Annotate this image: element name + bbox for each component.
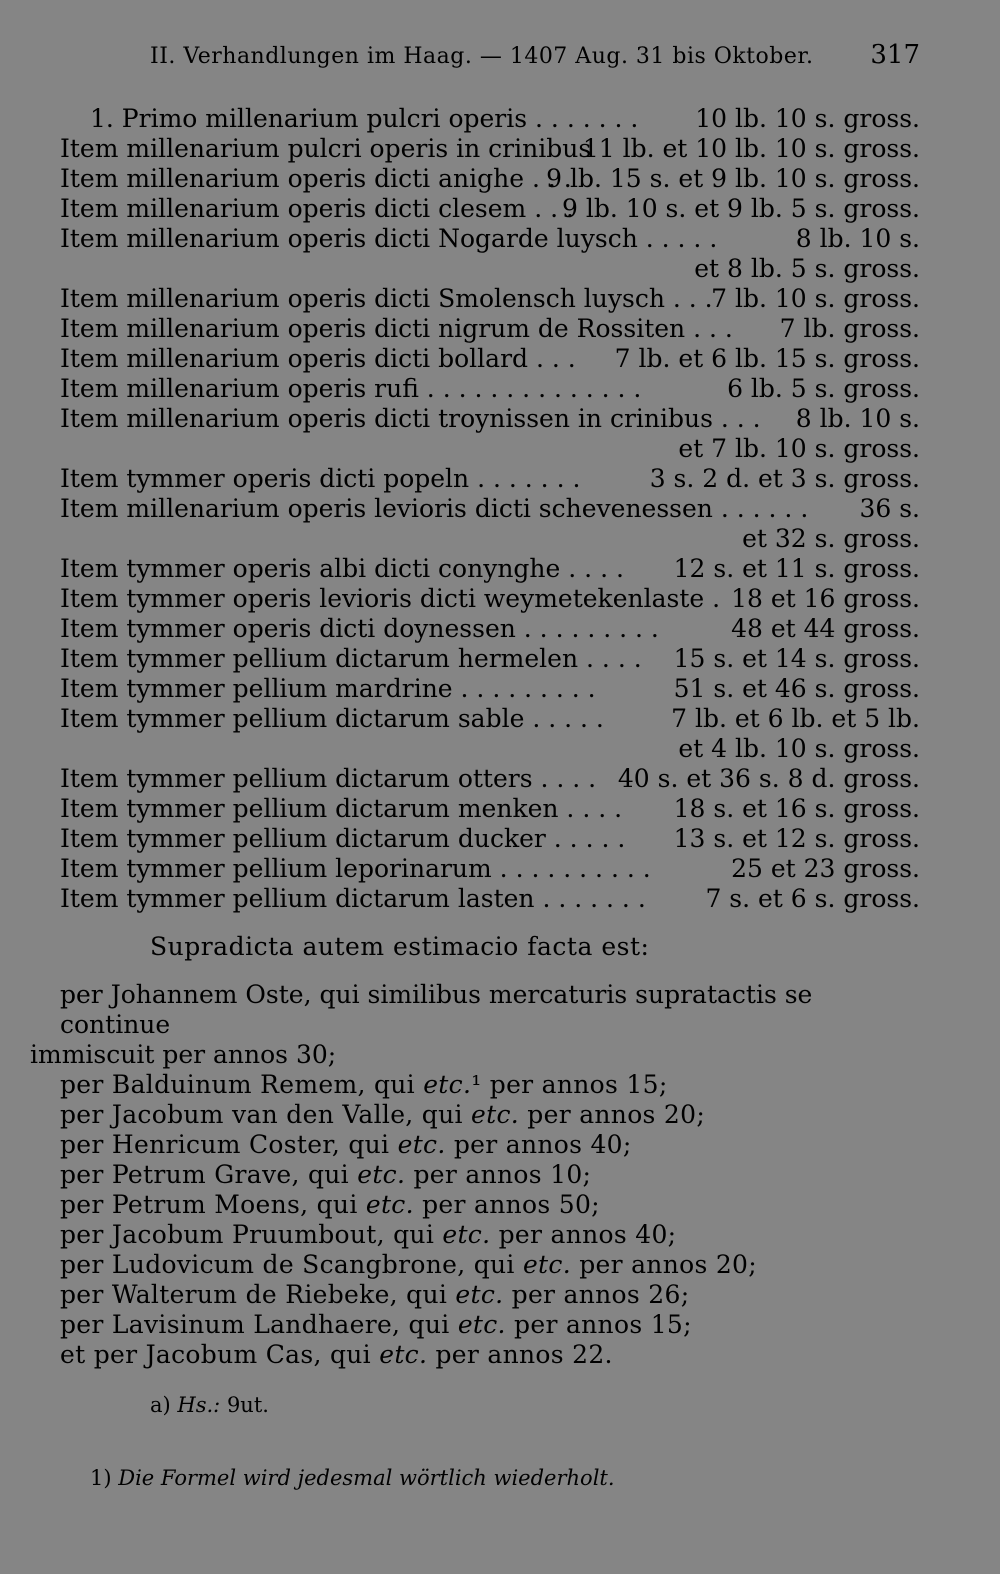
entry-description: Item tymmer pellium dictarum hermelen . . . . [60,644,642,673]
entry-description: Item millenarium operis dicti Nogarde luysch . . . . . [60,224,718,253]
witness-etc: etc. [442,1220,491,1249]
entry-description: Item millenarium pulcri operis in crinibus [60,134,592,163]
witness-name: per Lavisinum Landhaere, qui [60,1310,458,1339]
witness-name: per Jacobum Pruumbout, qui [60,1220,443,1249]
entry-value-continued: et 7 lb. 10 s. gross. [678,434,920,463]
entry-value: 7 s. et 6 s. gross. [705,884,920,913]
entry-value: 18 s. et 16 s. gross. [673,794,920,823]
price-entry [60,824,920,854]
witness-line [30,1280,920,1310]
price-entry [60,614,920,644]
witness-etc: etc. [455,1280,504,1309]
entry-value: 51 s. et 46 s. gross. [673,674,920,703]
entry-description: Item millenarium operis dicti troynissen in crinibus . . . [60,404,761,433]
entry-description: Item tymmer pellium mardrine . . . . . . . . . [60,674,596,703]
entry-value: 15 s. et 14 s. gross. [673,644,920,673]
footnote-a-hs: Hs.: [177,1393,221,1417]
entry-description: Item millenarium operis dicti bollard . . . [60,344,576,373]
page-header [150,40,920,74]
witness-line [30,1190,920,1220]
witness-name: per Ludovicum de Scangbrone, qui [60,1250,523,1279]
price-entry [60,284,920,314]
price-entry [60,854,920,884]
entry-description: Item tymmer operis albi dicti conynghe . . . . [60,554,624,583]
witness-years: per annos 20; [519,1100,706,1129]
entry-description: Item tymmer pellium dictarum sable . . . . . [60,704,604,733]
entry-description: Item tymmer operis dicti doynessen . . . . . . . . . [60,614,659,643]
price-entry [60,344,920,374]
witness-line [30,1070,920,1100]
witness-etc: etc. [522,1250,571,1279]
entry-description: Item millenarium operis dicti clesem . . . [60,194,574,223]
price-entry [60,554,920,584]
witness-list [30,980,920,1370]
witness-years: per annos 22. [427,1340,613,1369]
entry-value: 6 lb. 5 s. gross. [727,374,920,403]
price-entry [60,104,920,134]
witness-etc: etc. [365,1190,414,1219]
running-title: II. Verhandlungen im Haag. — 1407 Aug. 31 bis Oktober. [150,44,814,69]
witness-etc: etc. [457,1310,506,1339]
entry-description: Item tymmer pellium dictarum ducker . . . . . [60,824,626,853]
witness-etc: etc. [471,1100,520,1129]
witness-name: per Jacobum van den Valle, qui [60,1100,472,1129]
price-entry [60,704,920,764]
witness-line [30,1160,920,1190]
witness-name: per Petrum Moens, qui [60,1190,366,1219]
footnote-a-text: 9ut. [226,1393,269,1417]
witness-years: per annos 50; [413,1190,600,1219]
entry-description: Item tymmer operis levioris dicti weymetekenlaste . [60,584,721,613]
price-entry [60,374,920,404]
witness-etc: etc. [423,1070,472,1099]
witness-name: per Balduinum Remem, qui [60,1070,424,1099]
entry-value: 25 et 23 gross. [731,854,920,883]
entry-value: 48 et 44 gross. [731,614,920,643]
witness-line [30,1130,920,1160]
entry-value: 3 s. 2 d. et 3 s. gross. [649,464,920,493]
witness-years: per annos 40; [490,1220,677,1249]
witness-name: per Petrum Grave, qui [60,1160,358,1189]
price-entry [60,584,920,614]
entry-description: Item tymmer pellium dictarum otters . . . . [60,764,597,793]
witness-line [30,1250,920,1280]
witness-first [30,980,920,1070]
price-entry [60,224,920,284]
footnote-1-label: 1) [90,1466,112,1490]
entry-value: 13 s. et 12 s. gross. [673,824,920,853]
price-entry [60,404,920,464]
entry-value: 9 lb. 10 s. et 9 lb. 5 s. gross. [562,194,920,223]
entry-value-continued: et 4 lb. 10 s. gross. [678,734,920,763]
witness-etc: etc. [379,1340,428,1369]
witness-name: per Henricum Coster, qui [60,1130,398,1159]
price-entry [60,464,920,494]
entry-description: 1. Primo millenarium pulcri operis . . . . . . . [90,104,639,133]
witness-years: ¹ per annos 15; [471,1070,668,1099]
price-entry [60,644,920,674]
witness-years: per annos 26; [503,1280,690,1309]
footnote-1 [90,1466,615,1490]
entry-description: Item millenarium operis dicti nigrum de Rossiten . . . [60,314,733,343]
entry-value: 12 s. et 11 s. gross. [673,554,920,583]
price-list [60,104,920,914]
witness-first-line-2: immiscuit per annos 30; [30,1040,337,1069]
price-entry [60,164,920,194]
witness-name: et per Jacobum Cas, qui [60,1340,380,1369]
price-entry [60,884,920,914]
entry-description: Item tymmer pellium leporinarum . . . . . . . . . . [60,854,651,883]
entry-description: Item millenarium operis levioris dicti schevenessen . . . . . . [60,494,809,523]
entry-description: Item millenarium operis rufi . . . . . . . . . . . . . . [60,374,642,403]
page-number: 317 [870,40,920,70]
entry-value-continued: et 32 s. gross. [742,524,920,553]
entry-description: Item tymmer pellium dictarum lasten . . . . . . . [60,884,646,913]
entry-description: Item millenarium operis dicti anighe . . . [60,164,572,193]
price-entry [60,764,920,794]
estimation-heading: Supradicta autem estimacio facta est: [150,932,650,961]
price-entry [60,794,920,824]
entry-value: 40 s. et 36 s. 8 d. gross. [617,764,920,793]
entry-value: 18 et 16 gross. [731,584,920,613]
entry-value-continued: et 8 lb. 5 s. gross. [694,254,920,283]
price-entry [60,494,920,554]
witness-etc: etc. [357,1160,406,1189]
witness-line [30,1310,920,1340]
footnote-a [150,1393,269,1417]
witness-name: per Walterum de Riebeke, qui [60,1280,456,1309]
price-entry [60,314,920,344]
price-entry [60,674,920,704]
footnote-a-label: a) [150,1393,171,1417]
witness-years: per annos 20; [570,1250,757,1279]
entry-description: Item tymmer operis dicti popeln . . . . . . . [60,464,581,493]
entry-value: 7 lb. et 6 lb. 15 s. gross. [614,344,920,373]
price-entry [60,194,920,224]
entry-value: 7 lb. et 6 lb. et 5 lb. [671,704,920,733]
entry-description: Item tymmer pellium dictarum menken . . . . [60,794,623,823]
entry-value: 8 lb. 10 s. [795,224,920,253]
witness-etc: etc. [397,1130,446,1159]
price-entry [60,134,920,164]
witness-line [30,1220,920,1250]
witness-years: per annos 40; [445,1130,632,1159]
entry-value: 7 lb. gross. [779,314,920,343]
entry-value: 10 lb. 10 s. gross. [695,104,920,133]
entry-value: 9 lb. 15 s. et 9 lb. 10 s. gross. [546,164,920,193]
footnote-1-text: Die Formel wird jedesmal wörtlich wiederholt. [118,1466,615,1490]
entry-value: 36 s. [859,494,920,523]
entry-value: 7 lb. 10 s. gross. [711,284,920,313]
entry-value: 11 lb. et 10 lb. 10 s. gross. [582,134,920,163]
witness-first-line: per Johannem Oste, qui similibus mercaturis supratactis se continue [60,980,813,1039]
witness-years: per annos 15; [505,1310,692,1339]
witness-years: per annos 10; [405,1160,592,1189]
witness-line [30,1340,920,1370]
entry-description: Item millenarium operis dicti Smolensch luysch . . . [60,284,713,313]
entry-value: 8 lb. 10 s. [795,404,920,433]
witness-line [30,1100,920,1130]
